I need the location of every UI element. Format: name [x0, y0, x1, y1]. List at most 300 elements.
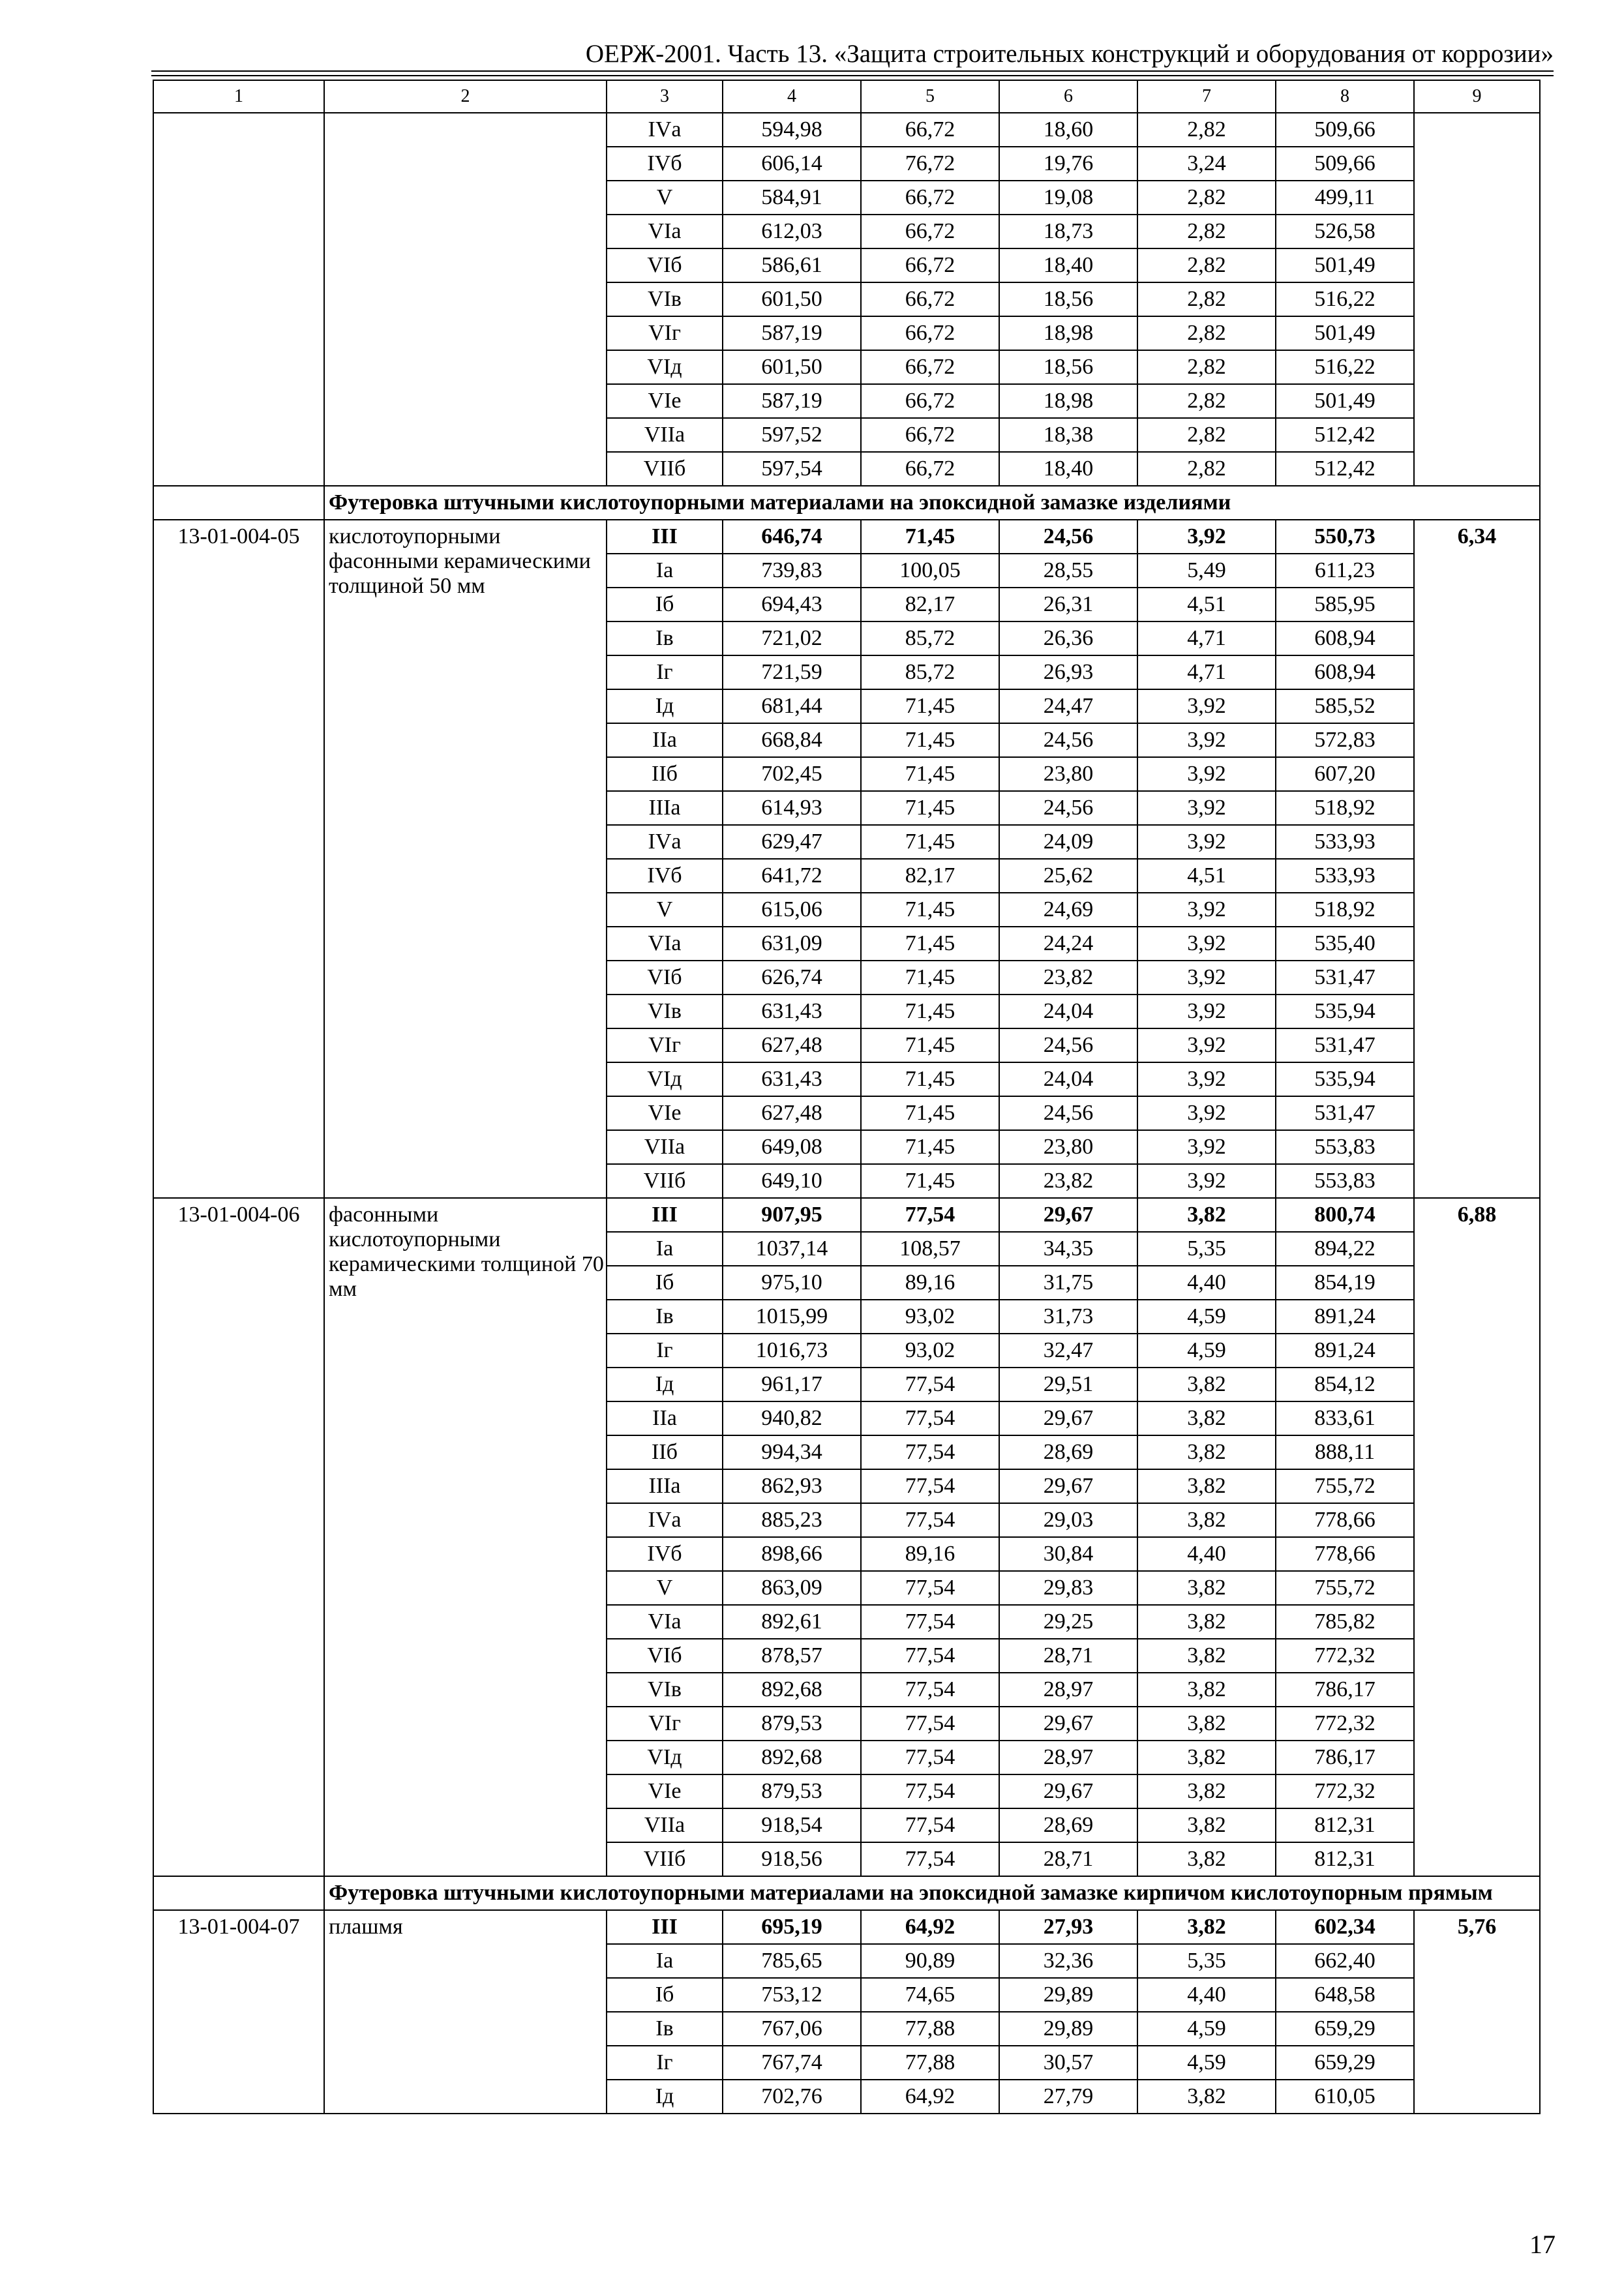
machinist-wages-cell: 3,92	[1137, 825, 1276, 859]
wages-cell: 71,45	[861, 927, 999, 961]
total-cost-cell: 584,91	[723, 181, 861, 215]
wages-cell: 77,54	[861, 1741, 999, 1774]
wages-cell: 82,17	[861, 859, 999, 893]
machines-cell: 24,47	[999, 689, 1137, 723]
column-number: 8	[1276, 80, 1414, 113]
regime-cell: V	[607, 181, 723, 215]
regime-cell: III	[607, 1198, 723, 1232]
machinist-wages-cell: 2,82	[1137, 215, 1276, 248]
machinist-wages-cell: 3,82	[1137, 1774, 1276, 1808]
total-cost-cell: 940,82	[723, 1401, 861, 1435]
page-header: ОЕРЖ-2001. Часть 13. «Защита строительных конструкций и оборудования от коррозии»	[585, 40, 1554, 68]
machines-cell: 18,73	[999, 215, 1137, 248]
total-cost-cell: 975,10	[723, 1266, 861, 1300]
total-cost-cell: 785,65	[723, 1944, 861, 1978]
machines-cell: 18,40	[999, 452, 1137, 486]
wages-cell: 71,45	[861, 1062, 999, 1096]
machinist-wages-cell: 3,82	[1137, 1639, 1276, 1673]
section-row	[153, 1876, 1540, 1910]
wages-cell: 77,54	[861, 1707, 999, 1741]
machines-cell: 32,47	[999, 1334, 1137, 1368]
machines-cell: 29,83	[999, 1571, 1137, 1605]
machinist-wages-cell: 4,59	[1137, 2046, 1276, 2080]
materials-cell: 812,31	[1276, 1808, 1414, 1842]
materials-cell: 800,74	[1276, 1198, 1414, 1232]
materials-cell: 531,47	[1276, 1096, 1414, 1130]
regime-cell: VIIа	[607, 418, 723, 452]
regime-cell: IIа	[607, 723, 723, 757]
work-description-cell: фасонными кислотоупорными керамическими толщиной 70 мм	[324, 1198, 607, 1876]
table-row	[153, 113, 1540, 147]
machines-cell: 29,89	[999, 2012, 1137, 2046]
wages-cell: 93,02	[861, 1334, 999, 1368]
wages-cell: 71,45	[861, 961, 999, 995]
total-cost-cell: 721,59	[723, 655, 861, 689]
work-description-cell: плашмя	[324, 1910, 607, 2114]
total-cost-cell: 753,12	[723, 1978, 861, 2012]
machinist-wages-cell: 3,92	[1137, 927, 1276, 961]
machinist-wages-cell: 4,59	[1137, 2012, 1276, 2046]
materials-cell: 833,61	[1276, 1401, 1414, 1435]
wages-cell: 77,54	[861, 1605, 999, 1639]
total-cost-cell: 879,53	[723, 1707, 861, 1741]
materials-cell: 509,66	[1276, 113, 1414, 147]
machinist-wages-cell: 4,51	[1137, 588, 1276, 621]
column-number: 7	[1137, 80, 1276, 113]
regime-cell: Iв	[607, 1300, 723, 1334]
machinist-wages-cell: 3,92	[1137, 757, 1276, 791]
materials-cell: 610,05	[1276, 2080, 1414, 2114]
machinist-wages-cell: 2,82	[1137, 350, 1276, 384]
column-number: 2	[324, 80, 607, 113]
regime-cell: VIв	[607, 995, 723, 1028]
total-cost-cell: 626,74	[723, 961, 861, 995]
machinist-wages-cell: 4,40	[1137, 1978, 1276, 2012]
total-cost-cell: 601,50	[723, 350, 861, 384]
machines-cell: 19,76	[999, 147, 1137, 181]
wages-cell: 77,54	[861, 1198, 999, 1232]
regime-cell: VIа	[607, 927, 723, 961]
machines-cell: 28,71	[999, 1639, 1137, 1673]
column-number: 4	[723, 80, 861, 113]
machinist-wages-cell: 2,82	[1137, 181, 1276, 215]
machines-cell: 18,56	[999, 350, 1137, 384]
machinist-wages-cell: 4,59	[1137, 1300, 1276, 1334]
machines-cell: 24,69	[999, 893, 1137, 927]
machinist-wages-cell: 3,82	[1137, 1605, 1276, 1639]
wages-cell: 74,65	[861, 1978, 999, 2012]
regime-cell: VIIа	[607, 1808, 723, 1842]
machinist-wages-cell: 4,71	[1137, 655, 1276, 689]
materials-cell: 659,29	[1276, 2012, 1414, 2046]
machines-cell: 26,93	[999, 655, 1137, 689]
wages-cell: 93,02	[861, 1300, 999, 1334]
wages-cell: 85,72	[861, 655, 999, 689]
rate-code-cell: 13-01-004-07	[153, 1910, 324, 2114]
machinist-wages-cell: 3,82	[1137, 1503, 1276, 1537]
regime-cell: VIе	[607, 1774, 723, 1808]
wages-cell: 77,54	[861, 1401, 999, 1435]
regime-cell: VIг	[607, 316, 723, 350]
table-row	[153, 1910, 1540, 1944]
materials-cell: 772,32	[1276, 1707, 1414, 1741]
materials-cell: 531,47	[1276, 961, 1414, 995]
machines-cell: 29,51	[999, 1368, 1137, 1401]
machinist-wages-cell: 5,35	[1137, 1944, 1276, 1978]
machinist-wages-cell: 3,92	[1137, 1164, 1276, 1198]
machines-cell: 24,09	[999, 825, 1137, 859]
total-cost-cell: 627,48	[723, 1096, 861, 1130]
page-number: 17	[1529, 2230, 1556, 2259]
regime-cell: Iд	[607, 689, 723, 723]
regime-cell: Iв	[607, 2012, 723, 2046]
machinist-wages-cell: 3,92	[1137, 961, 1276, 995]
wages-cell: 77,54	[861, 1469, 999, 1503]
materials-cell: 648,58	[1276, 1978, 1414, 2012]
work-description-cell: кислотоупорными фасонными керамическими толщиной 50 мм	[324, 520, 607, 1198]
machinist-wages-cell: 2,82	[1137, 452, 1276, 486]
regime-cell: VIа	[607, 215, 723, 248]
materials-cell: 662,40	[1276, 1944, 1414, 1978]
wages-cell: 66,72	[861, 215, 999, 248]
total-cost-cell: 606,14	[723, 147, 861, 181]
materials-cell: 891,24	[1276, 1334, 1414, 1368]
machinist-wages-cell: 3,92	[1137, 893, 1276, 927]
work-description-cell	[324, 113, 607, 486]
machines-cell: 29,67	[999, 1198, 1137, 1232]
materials-cell: 509,66	[1276, 147, 1414, 181]
materials-cell: 608,94	[1276, 621, 1414, 655]
total-cost-cell: 918,54	[723, 1808, 861, 1842]
machines-cell: 27,93	[999, 1910, 1137, 1944]
machines-cell: 32,36	[999, 1944, 1137, 1978]
regime-cell: Iг	[607, 2046, 723, 2080]
machinist-wages-cell: 4,71	[1137, 621, 1276, 655]
materials-cell: 659,29	[1276, 2046, 1414, 2080]
total-cost-cell: 627,48	[723, 1028, 861, 1062]
machinist-wages-cell: 3,92	[1137, 1028, 1276, 1062]
materials-cell: 526,58	[1276, 215, 1414, 248]
machines-cell: 24,56	[999, 723, 1137, 757]
materials-cell: 501,49	[1276, 248, 1414, 282]
header-rule	[151, 70, 1554, 72]
regime-cell: IIб	[607, 757, 723, 791]
machines-cell: 18,98	[999, 384, 1137, 418]
total-cost-cell: 1015,99	[723, 1300, 861, 1334]
materials-cell: 786,17	[1276, 1673, 1414, 1707]
total-cost-cell: 892,68	[723, 1673, 861, 1707]
machines-cell: 24,56	[999, 520, 1137, 554]
machines-cell: 29,67	[999, 1469, 1137, 1503]
total-cost-cell: 586,61	[723, 248, 861, 282]
wages-cell: 66,72	[861, 452, 999, 486]
regime-cell: VIв	[607, 282, 723, 316]
wages-cell: 77,88	[861, 2046, 999, 2080]
total-cost-cell: 918,56	[723, 1842, 861, 1876]
materials-cell: 607,20	[1276, 757, 1414, 791]
column-number: 6	[999, 80, 1137, 113]
machinist-wages-cell: 3,82	[1137, 1707, 1276, 1741]
regime-cell: VIIб	[607, 1842, 723, 1876]
machines-cell: 31,75	[999, 1266, 1137, 1300]
machinist-wages-cell: 3,82	[1137, 2080, 1276, 2114]
wages-cell: 66,72	[861, 384, 999, 418]
machines-cell: 24,56	[999, 1028, 1137, 1062]
regime-cell: VIб	[607, 1639, 723, 1673]
wages-cell: 77,54	[861, 1639, 999, 1673]
total-cost-cell: 597,52	[723, 418, 861, 452]
regime-cell: VIг	[607, 1028, 723, 1062]
wages-cell: 89,16	[861, 1266, 999, 1300]
total-cost-cell: 631,09	[723, 927, 861, 961]
total-cost-cell: 646,74	[723, 520, 861, 554]
total-cost-cell: 862,93	[723, 1469, 861, 1503]
regime-cell: Iг	[607, 655, 723, 689]
total-cost-cell: 587,19	[723, 316, 861, 350]
regime-cell: Iв	[607, 621, 723, 655]
regime-cell: VIа	[607, 1605, 723, 1639]
wages-cell: 77,54	[861, 1503, 999, 1537]
materials-cell: 531,47	[1276, 1028, 1414, 1062]
materials-cell: 778,66	[1276, 1537, 1414, 1571]
regime-cell: VIе	[607, 1096, 723, 1130]
total-cost-cell: 892,68	[723, 1741, 861, 1774]
wages-cell: 71,45	[861, 757, 999, 791]
machinist-wages-cell: 4,40	[1137, 1266, 1276, 1300]
wages-cell: 66,72	[861, 418, 999, 452]
machines-cell: 18,38	[999, 418, 1137, 452]
machines-cell: 31,73	[999, 1300, 1137, 1334]
column-number: 5	[861, 80, 999, 113]
total-cost-cell: 961,17	[723, 1368, 861, 1401]
labor-cost-cell: 6,88	[1414, 1198, 1540, 1876]
regime-cell: Iб	[607, 1978, 723, 2012]
materials-cell: 572,83	[1276, 723, 1414, 757]
regime-cell: VIIб	[607, 1164, 723, 1198]
machines-cell: 24,56	[999, 791, 1137, 825]
regime-cell: IVа	[607, 113, 723, 147]
regime-cell: IVб	[607, 1537, 723, 1571]
regime-cell: Iд	[607, 1368, 723, 1401]
materials-cell: 894,22	[1276, 1232, 1414, 1266]
wages-cell: 66,72	[861, 113, 999, 147]
total-cost-cell: 694,43	[723, 588, 861, 621]
materials-cell: 755,72	[1276, 1571, 1414, 1605]
machines-cell: 19,08	[999, 181, 1137, 215]
machinist-wages-cell: 3,92	[1137, 723, 1276, 757]
machines-cell: 24,56	[999, 1096, 1137, 1130]
materials-cell: 501,49	[1276, 316, 1414, 350]
machines-cell: 18,98	[999, 316, 1137, 350]
materials-cell: 611,23	[1276, 554, 1414, 588]
materials-cell: 553,83	[1276, 1164, 1414, 1198]
regime-cell: VIв	[607, 1673, 723, 1707]
machines-cell: 18,60	[999, 113, 1137, 147]
materials-cell: 501,49	[1276, 384, 1414, 418]
machines-cell: 25,62	[999, 859, 1137, 893]
machinist-wages-cell: 3,82	[1137, 1401, 1276, 1435]
machines-cell: 29,03	[999, 1503, 1137, 1537]
column-number: 1	[153, 80, 324, 113]
total-cost-cell: 668,84	[723, 723, 861, 757]
regime-cell: Iа	[607, 554, 723, 588]
section-title: Футеровка штучными кислотоупорными материалами на эпоксидной замазке изделиями	[324, 486, 1540, 520]
wages-cell: 71,45	[861, 1028, 999, 1062]
rate-code-cell: 13-01-004-05	[153, 520, 324, 1198]
machines-cell: 30,57	[999, 2046, 1137, 2080]
header-rule-second	[151, 75, 1554, 76]
machines-cell: 23,80	[999, 1130, 1137, 1164]
machines-cell: 28,71	[999, 1842, 1137, 1876]
materials-cell: 518,92	[1276, 791, 1414, 825]
machinist-wages-cell: 3,92	[1137, 995, 1276, 1028]
wages-cell: 77,54	[861, 1842, 999, 1876]
machinist-wages-cell: 2,82	[1137, 248, 1276, 282]
wages-cell: 71,45	[861, 520, 999, 554]
regime-cell: VIе	[607, 384, 723, 418]
regime-cell: IVб	[607, 859, 723, 893]
total-cost-cell: 739,83	[723, 554, 861, 588]
machinist-wages-cell: 3,92	[1137, 1130, 1276, 1164]
regime-cell: VIб	[607, 961, 723, 995]
section-row	[153, 486, 1540, 520]
total-cost-cell: 612,03	[723, 215, 861, 248]
materials-cell: 891,24	[1276, 1300, 1414, 1334]
total-cost-cell: 1037,14	[723, 1232, 861, 1266]
materials-cell: 499,11	[1276, 181, 1414, 215]
section-spacer	[153, 1876, 324, 1910]
materials-cell: 512,42	[1276, 418, 1414, 452]
machinist-wages-cell: 4,51	[1137, 859, 1276, 893]
machinist-wages-cell: 3,92	[1137, 520, 1276, 554]
wages-cell: 77,88	[861, 2012, 999, 2046]
total-cost-cell: 597,54	[723, 452, 861, 486]
machines-cell: 24,04	[999, 1062, 1137, 1096]
total-cost-cell: 898,66	[723, 1537, 861, 1571]
materials-cell: 785,82	[1276, 1605, 1414, 1639]
materials-cell: 812,31	[1276, 1842, 1414, 1876]
regime-cell: IVа	[607, 825, 723, 859]
labor-cost-cell	[1414, 113, 1540, 486]
wages-cell: 77,54	[861, 1435, 999, 1469]
wages-cell: 100,05	[861, 554, 999, 588]
machines-cell: 28,55	[999, 554, 1137, 588]
materials-cell: 516,22	[1276, 350, 1414, 384]
wages-cell: 76,72	[861, 147, 999, 181]
regime-cell: Iа	[607, 1232, 723, 1266]
materials-cell: 854,19	[1276, 1266, 1414, 1300]
machinist-wages-cell: 3,92	[1137, 1062, 1276, 1096]
machines-cell: 30,84	[999, 1537, 1137, 1571]
machinist-wages-cell: 3,92	[1137, 1096, 1276, 1130]
wages-cell: 71,45	[861, 791, 999, 825]
machines-cell: 28,97	[999, 1741, 1137, 1774]
total-cost-cell: 649,10	[723, 1164, 861, 1198]
total-cost-cell: 649,08	[723, 1130, 861, 1164]
total-cost-cell: 767,06	[723, 2012, 861, 2046]
materials-cell: 535,94	[1276, 1062, 1414, 1096]
materials-cell: 602,34	[1276, 1910, 1414, 1944]
total-cost-cell: 631,43	[723, 995, 861, 1028]
machinist-wages-cell: 3,82	[1137, 1673, 1276, 1707]
machinist-wages-cell: 2,82	[1137, 418, 1276, 452]
wages-cell: 90,89	[861, 1944, 999, 1978]
regime-cell: VIIа	[607, 1130, 723, 1164]
machinist-wages-cell: 3,82	[1137, 1368, 1276, 1401]
table-body	[153, 80, 1540, 2114]
regime-cell: V	[607, 893, 723, 927]
wages-cell: 66,72	[861, 316, 999, 350]
machines-cell: 27,79	[999, 2080, 1137, 2114]
machinist-wages-cell: 3,82	[1137, 1469, 1276, 1503]
machines-cell: 18,56	[999, 282, 1137, 316]
total-cost-cell: 878,57	[723, 1639, 861, 1673]
total-cost-cell: 681,44	[723, 689, 861, 723]
wages-cell: 71,45	[861, 1130, 999, 1164]
regime-cell: Iб	[607, 1266, 723, 1300]
materials-cell: 553,83	[1276, 1130, 1414, 1164]
regime-cell: III	[607, 1910, 723, 1944]
total-cost-cell: 631,43	[723, 1062, 861, 1096]
machinist-wages-cell: 3,82	[1137, 1435, 1276, 1469]
machinist-wages-cell: 3,82	[1137, 1808, 1276, 1842]
wages-cell: 66,72	[861, 248, 999, 282]
total-cost-cell: 587,19	[723, 384, 861, 418]
materials-cell: 778,66	[1276, 1503, 1414, 1537]
total-cost-cell: 879,53	[723, 1774, 861, 1808]
materials-cell: 550,73	[1276, 520, 1414, 554]
materials-cell: 518,92	[1276, 893, 1414, 927]
table-row	[153, 1198, 1540, 1232]
machinist-wages-cell: 2,82	[1137, 282, 1276, 316]
machinist-wages-cell: 3,24	[1137, 147, 1276, 181]
rate-code-cell: 13-01-004-06	[153, 1198, 324, 1876]
machines-cell: 28,69	[999, 1808, 1137, 1842]
materials-cell: 888,11	[1276, 1435, 1414, 1469]
machines-cell: 29,25	[999, 1605, 1137, 1639]
machines-cell: 24,24	[999, 927, 1137, 961]
machines-cell: 23,82	[999, 961, 1137, 995]
wages-cell: 71,45	[861, 825, 999, 859]
machinist-wages-cell: 3,92	[1137, 791, 1276, 825]
machinist-wages-cell: 5,49	[1137, 554, 1276, 588]
total-cost-cell: 702,76	[723, 2080, 861, 2114]
wages-cell: 71,45	[861, 1164, 999, 1198]
wages-cell: 82,17	[861, 588, 999, 621]
wages-cell: 66,72	[861, 350, 999, 384]
wages-cell: 77,54	[861, 1774, 999, 1808]
column-number: 3	[607, 80, 723, 113]
machines-cell: 28,69	[999, 1435, 1137, 1469]
materials-cell: 516,22	[1276, 282, 1414, 316]
materials-cell: 535,94	[1276, 995, 1414, 1028]
regime-cell: VIд	[607, 350, 723, 384]
column-numbers-row	[153, 80, 1540, 113]
materials-cell: 533,93	[1276, 825, 1414, 859]
regime-cell: VIд	[607, 1062, 723, 1096]
regime-cell: Iб	[607, 588, 723, 621]
regime-cell: IIб	[607, 1435, 723, 1469]
materials-cell: 772,32	[1276, 1774, 1414, 1808]
machines-cell: 29,67	[999, 1774, 1137, 1808]
total-cost-cell: 594,98	[723, 113, 861, 147]
regime-cell: VIд	[607, 1741, 723, 1774]
total-cost-cell: 615,06	[723, 893, 861, 927]
regime-cell: III	[607, 520, 723, 554]
regime-cell: IIа	[607, 1401, 723, 1435]
machinist-wages-cell: 4,40	[1137, 1537, 1276, 1571]
materials-cell: 854,12	[1276, 1368, 1414, 1401]
